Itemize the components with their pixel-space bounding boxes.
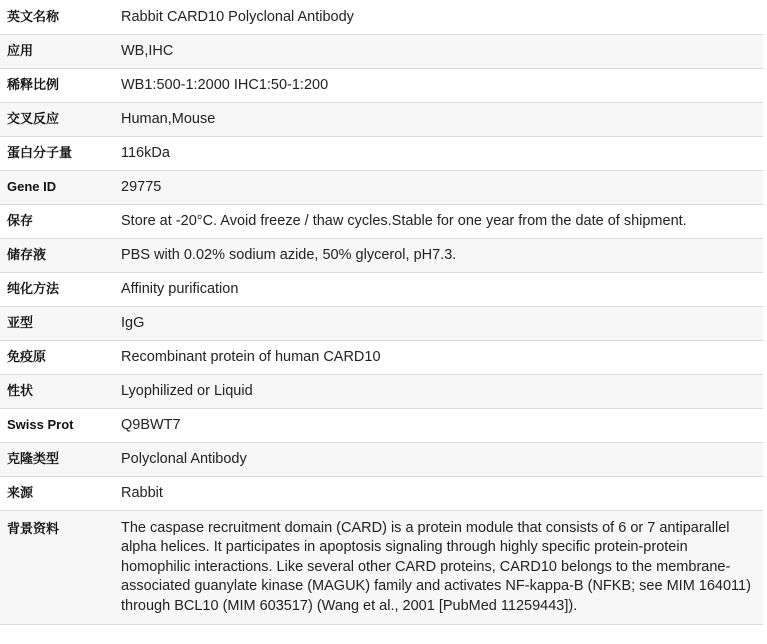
spec-value: 116kDa [119,136,763,170]
spec-value: Q9BWT7 [119,408,763,442]
spec-value: Recombinant protein of human CARD10 [119,340,763,374]
spec-value: Polyclonal Antibody [119,442,763,476]
spec-row-english-name [0,0,763,34]
spec-row-background [0,510,763,625]
spec-row-cross-reactivity [0,102,763,136]
spec-row-immunogen [0,340,763,374]
spec-row-storage-buffer [0,238,763,272]
spec-row-purification [0,272,763,306]
spec-value: Lyophilized or Liquid [119,374,763,408]
spec-row-isotype [0,306,763,340]
spec-row-storage [0,204,763,238]
spec-value-background: The caspase recruitment domain (CARD) is a protein module that consists of 6 or 7 antiparallel alpha helices. It participates in apoptosis signaling through highly specific protein-protein homophilic interactions. Like several other CARD proteins, CARD10 belongs to the membrane-associated guanylate kinase (MAGUK) family and activates NF-kappa-B (NFKB; see MIM 164011) through BCL10 (MIM 603517) (Wang et al., 2001 [PubMed 11259443]). [119,510,763,625]
spec-label: 亚型 [0,306,119,340]
spec-label: 应用 [0,34,119,68]
spec-row-clonality [0,442,763,476]
spec-value: Store at -20°C. Avoid freeze / thaw cycles.Stable for one year from the date of shipment. [119,204,763,238]
spec-label: 免疫原 [0,340,119,374]
spec-row-dilution [0,68,763,102]
spec-value: PBS with 0.02% sodium azide, 50% glycerol, pH7.3. [119,238,763,272]
spec-value: Human,Mouse [119,102,763,136]
spec-label: 纯化方法 [0,272,119,306]
spec-value: Rabbit [119,476,763,510]
spec-value: IgG [119,306,763,340]
spec-value: 29775 [119,170,763,204]
spec-label: 性状 [0,374,119,408]
spec-value: Affinity purification [119,272,763,306]
spec-label: 背景资料 [0,510,119,625]
spec-label: 保存 [0,204,119,238]
spec-value: WB,IHC [119,34,763,68]
spec-row-swiss-prot [0,408,763,442]
spec-label: Swiss Prot [0,408,119,442]
spec-label: Gene ID [0,170,119,204]
spec-row-application [0,34,763,68]
spec-label: 英文名称 [0,0,119,34]
spec-label: 来源 [0,476,119,510]
spec-row-source [0,476,763,510]
spec-label: 稀释比例 [0,68,119,102]
spec-label: 储存液 [0,238,119,272]
spec-row-form [0,374,763,408]
spec-label: 交叉反应 [0,102,119,136]
spec-label: 克隆类型 [0,442,119,476]
spec-value: WB1:500-1:2000 IHC1:50-1:200 [119,68,763,102]
spec-label: 蛋白分子量 [0,136,119,170]
spec-row-molecular-weight [0,136,763,170]
spec-row-gene-id [0,170,763,204]
spec-value: Rabbit CARD10 Polyclonal Antibody [119,0,763,34]
